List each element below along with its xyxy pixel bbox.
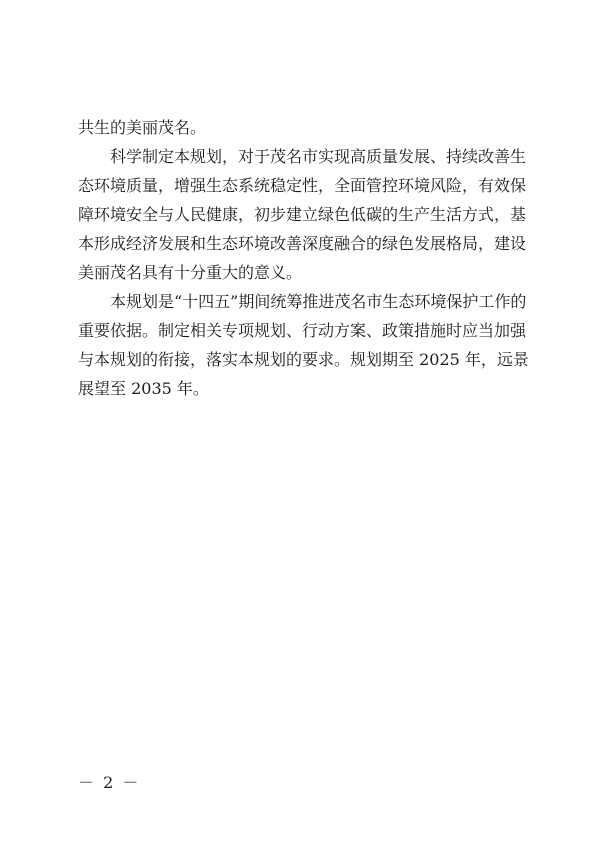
text-line-3: 态环境质量，增强生态系统稳定性，全面管控环境风险，有效保 [78, 176, 527, 195]
text-line-2: 科学制定本规划，对于茂名市实现高质量发展、持续改善生 [110, 147, 527, 166]
text-line-5: 本形成经济发展和生态环境改善深度融合的绿色发展格局，建设 [78, 234, 527, 253]
text-line-6: 美丽茂名具有十分重大的意义。 [78, 263, 303, 282]
text-line-1: 共生的美丽茂名。 [78, 118, 207, 137]
text-line-9: 与本规划的衔接，落实本规划的要求。规划期至 2025 年，远景 [78, 350, 529, 369]
text-line-8: 重要依据。制定相关专项规划、行动方案、政策措施时应当加强 [78, 321, 527, 340]
page-number: － 2 － [78, 773, 141, 792]
text-line-4: 障环境安全与人民健康，初步建立绿色低碳的生产生活方式，基 [78, 205, 527, 224]
text-line-7: 本规划是“十四五”期间统筹推进茂名市生态环境保护工作的 [110, 292, 527, 311]
text-line-10: 展望至 2035 年。 [78, 379, 209, 398]
body-text [78, 113, 529, 403]
